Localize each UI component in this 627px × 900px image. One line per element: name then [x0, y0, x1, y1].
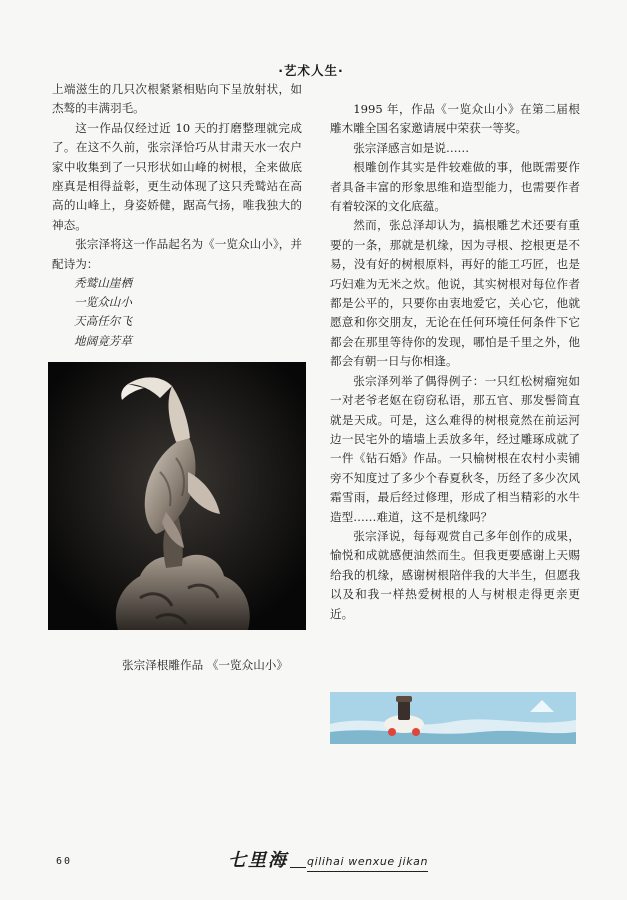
- paragraph: 张宗泽将这一作品起名为《一览众山小》，并配诗为：: [52, 237, 302, 271]
- right-column: [330, 100, 580, 624]
- paragraph: 这一作品仅经过近 10 天的打磨整理就完成了。在这不久前，张宗泽恰巧从甘肃天水一农户家中收集到了一只形状如山峰的树根，全来做底座真是相得益彰，更生动体现了这只秃鹫站在高高的山峰上，身姿娇健，踞高气扬，唯我独大的神态。: [52, 120, 302, 232]
- page-number: 60: [56, 856, 73, 867]
- section-label: ·艺术人生·: [278, 63, 344, 78]
- left-column: [52, 80, 302, 351]
- poem-line: 秃鹫山崖栖: [74, 276, 132, 291]
- paragraph: 张宗泽说，每每观赏自己多年创作的成果，愉悦和成就感便油然而生。但我更要感谢上天赐给我的机缘，感谢树根陪伴我的大半生，但愿我以及和我一样热爱树根的人与树根走得更亲更近。: [330, 528, 580, 621]
- brand-divider: [290, 867, 306, 868]
- brand-logotype: 七里海: [228, 850, 288, 871]
- poem-line: 一览众山小: [74, 295, 132, 310]
- poem: [52, 274, 302, 351]
- paragraph: 根雕创作其实是件较难做的事，他既需要作者具备丰富的形象思维和造型能力，也需要作者有着较深的文化底蕴。: [330, 160, 580, 214]
- poem-line: 天高任尔飞: [74, 314, 132, 329]
- journal-brand: [228, 848, 428, 872]
- brand-pinyin: qilihai wenxue jikan: [307, 853, 428, 872]
- paragraph: 然而，张总泽却认为，搞根雕艺术还要有重要的一条，那就是机缘，因为寻根、挖根更是不易，没有好的树根原料，再好的能工巧匠，也是巧妇难为无米之炊。他说，其实树根对每位作者都是公平的，只要你由衷地爱它，关心它，他就愿意和你交朋友，无论在任何环境任何条件下它都会在那里等待你的发现，哪怕是千里之外，他都会有朝一日与你相逢。: [330, 218, 580, 369]
- paragraph: 张宗泽列举了偶得例子：一只红松树瘤宛如一对老爷老妪在窃窃私语，那五官、那发髻简直就是天成。可是，这么难得的树根竟然在前运河边一民宅外的墙墙上丢放多年，经过雕琢成就了一件《钻石婚》作品。一只榆树根在农村小卖铺旁不知度过了多少个春夏秋冬，历经了多少次风霜雪雨，最后经过修理，形成了相当精彩的水牛造型……难道，这不是机缘吗？: [330, 373, 580, 524]
- poem-line: 地阔竟芳草: [74, 333, 132, 348]
- paragraph: 张宗泽感言如是说……: [353, 140, 470, 155]
- eagle-carving-image: [48, 362, 306, 630]
- paragraph: 上端滋生的几只次根紧紧相贴向下呈放射状，如杰骜的丰满羽毛。: [52, 82, 302, 116]
- decorative-banner: [330, 692, 576, 744]
- root-carving-photo: [48, 362, 306, 630]
- paragraph: 1995 年，作品《一览众山小》在第二届根雕木雕全国名家邀请展中荣获一等奖。: [330, 102, 580, 136]
- landscape-illustration: [330, 692, 576, 744]
- photo-caption: 张宗泽根雕作品 《一览众山小》: [122, 658, 288, 672]
